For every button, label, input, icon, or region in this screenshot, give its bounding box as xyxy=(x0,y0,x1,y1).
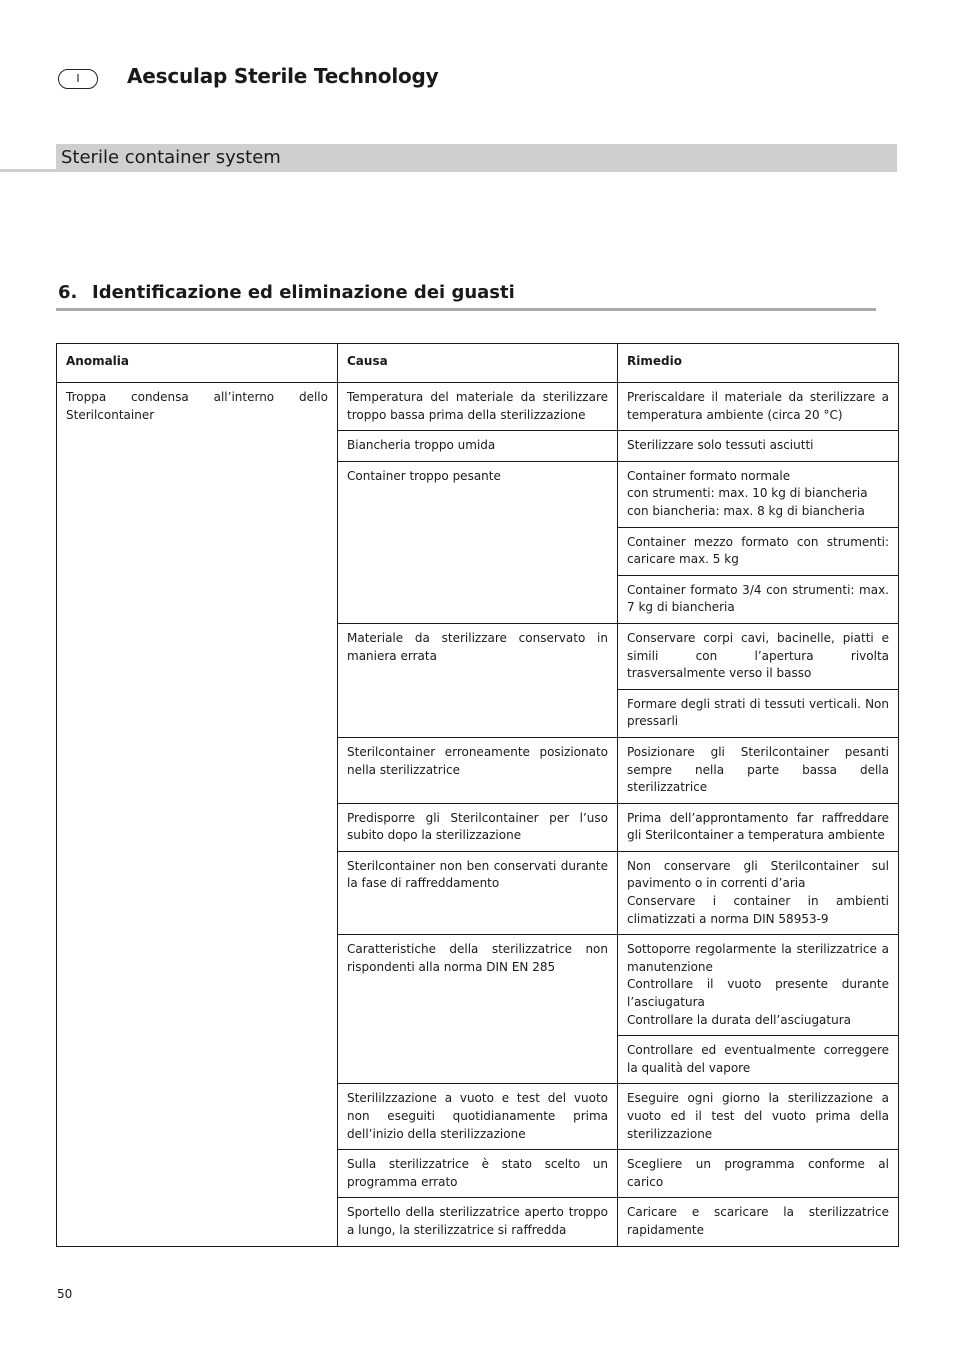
header-rimedio: Rimedio xyxy=(618,344,899,383)
remedy-cell xyxy=(618,851,899,934)
remedy-cell xyxy=(618,1036,899,1084)
remedy-line: con strumenti: max. 10 kg di biancheria xyxy=(627,486,868,501)
remedy-cell xyxy=(618,1150,899,1198)
remedy-cell xyxy=(618,1084,899,1150)
cause-cell: Sterilcontainer erroneamente posizionato nella sterilizzatrice xyxy=(338,737,618,803)
header-anomalia: Anomalia xyxy=(57,344,338,383)
remedy-line: Formare degli strati di tessuti verticali. Non pressarli xyxy=(627,696,889,729)
remedy-cell xyxy=(618,689,899,737)
remedy-line: Container formato 3/4 con strumenti: max. 7 kg di biancheria xyxy=(627,582,889,615)
remedy-line: Scegliere un programma conforme al carico xyxy=(627,1157,889,1189)
band-title: Sterile container system xyxy=(61,147,281,168)
section-heading xyxy=(58,282,515,303)
table-row xyxy=(57,383,899,431)
cause-cell: Sportello della sterilizzatrice aperto troppo a lungo, la sterilizzatrice si raffredda xyxy=(338,1198,618,1246)
remedy-line: Non conservare gli Sterilcontainer sul pavimento o in correnti d’aria xyxy=(627,858,889,891)
page-number: 50 xyxy=(57,1287,73,1301)
section-number: 6. xyxy=(58,282,78,303)
remedy-cell xyxy=(618,623,899,689)
remedy-line: con biancheria: max. 8 kg di biancheria xyxy=(627,503,865,518)
cause-cell: Container troppo pesante xyxy=(338,461,618,623)
remedy-line: Eseguire ogni giorno la sterilizzazione a vuoto ed il test del vuoto prima della sterilizzazione xyxy=(627,1091,889,1141)
table-body xyxy=(57,383,899,1247)
remedy-cell xyxy=(618,575,899,623)
remedy-line: Posizionare gli Sterilcontainer pesanti sempre nella parte bassa della sterilizzatrice xyxy=(627,744,889,795)
cause-cell: Temperatura del materiale da sterilizzare troppo bassa prima della sterilizzazione xyxy=(338,383,618,431)
remedy-line: Container mezzo formato con strumenti: caricare max. 5 kg xyxy=(627,534,889,567)
cause-cell: Sterilcontainer non ben conservati durante la fase di raffreddamento xyxy=(338,851,618,934)
cause-cell: Caratteristiche della sterilizzatrice non rispondenti alla norma DIN EN 285 xyxy=(338,935,618,1084)
cause-cell: Predisporre gli Sterilcontainer per l’uso subito dopo la sterilizzazione xyxy=(338,803,618,851)
remedy-line: Sottoporre regolarmente la sterilizzatrice a manutenzione xyxy=(627,942,889,974)
remedy-cell xyxy=(618,737,899,803)
cause-cell: Materiale da sterilizzare conservato in maniera errata xyxy=(338,623,618,737)
remedy-line: Prima dell’approntamento far raffreddare gli Sterilcontainer a temperatura ambiente xyxy=(627,810,889,843)
remedy-line: Container formato normale xyxy=(627,468,791,483)
remedy-cell xyxy=(618,461,899,527)
troubleshooting-table xyxy=(56,343,899,1247)
remedy-cell xyxy=(618,383,899,431)
remedy-line: Caricare e scaricare la sterilizzatrice rapidamente xyxy=(627,1205,889,1237)
remedy-cell xyxy=(618,803,899,851)
remedy-line: Controllare la durata dell’asciugatura xyxy=(627,1012,852,1027)
remedy-line: Preriscaldare il materiale da sterilizzare a temperatura ambiente (circa 20 °C) xyxy=(627,390,889,422)
cause-cell: Sterililzzazione a vuoto e test del vuoto non eseguiti quotidianamente prima dell’inizio della sterilizzazione xyxy=(338,1084,618,1150)
anomaly-cell: Troppa condensa all’interno dello Sterilcontainer xyxy=(57,383,338,1247)
section-rule xyxy=(56,308,876,311)
remedy-line: Conservare i container in ambienti climatizzati a norma DIN 58953-9 xyxy=(627,894,889,926)
header-causa: Causa xyxy=(338,344,618,383)
remedy-line: Controllare ed eventualmente correggere la qualità del vapore xyxy=(627,1043,889,1075)
cause-cell: Biancheria troppo umida xyxy=(338,431,618,462)
remedy-cell xyxy=(618,431,899,462)
remedy-cell xyxy=(618,527,899,575)
section-title-text: Identificazione ed eliminazione dei guasti xyxy=(92,282,515,303)
brand-title: Aesculap Sterile Technology xyxy=(127,64,439,88)
remedy-line: Conservare corpi cavi, bacinelle, piatti e simili con l’apertura rivolta trasversalmente verso il basso xyxy=(627,630,889,681)
remedy-cell xyxy=(618,1198,899,1246)
language-badge: I xyxy=(58,69,98,89)
remedy-line: Sterilizzare solo tessuti asciutti xyxy=(627,438,814,453)
remedy-line: Controllare il vuoto presente durante l’asciugatura xyxy=(627,977,889,1010)
cause-cell: Sulla sterilizzatrice è stato scelto un programma errato xyxy=(338,1150,618,1198)
remedy-cell xyxy=(618,935,899,1036)
table-header-row xyxy=(57,344,899,383)
